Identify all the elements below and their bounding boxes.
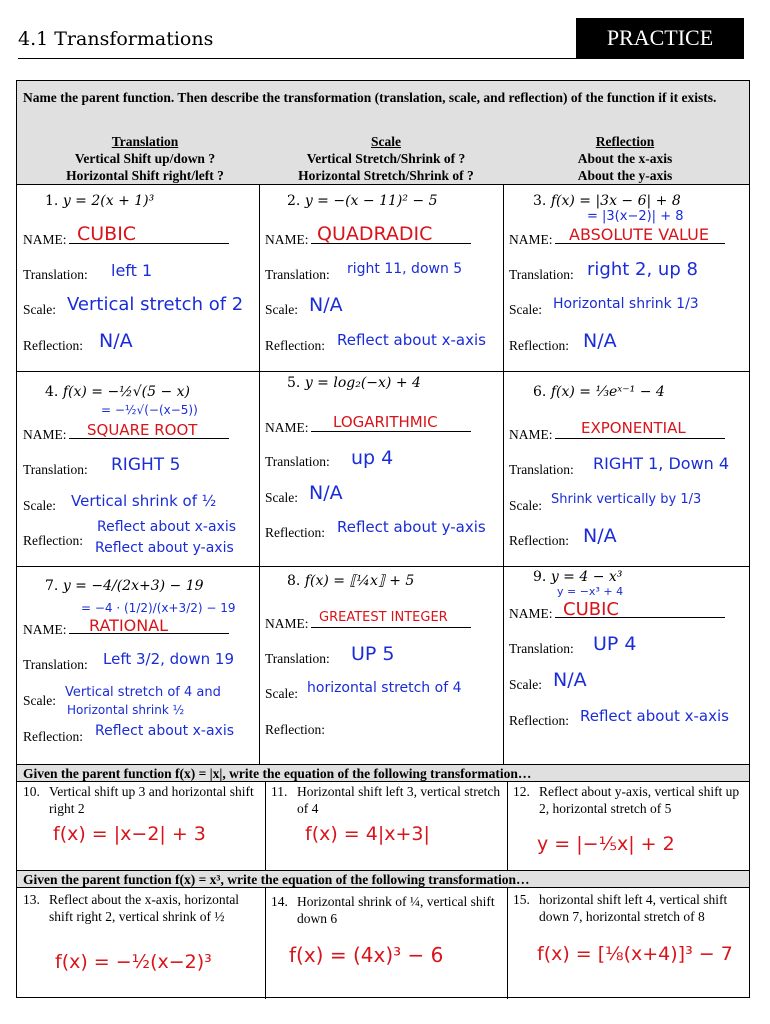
answer-translation: up 4 bbox=[351, 447, 394, 469]
section-heading-absolute: Given the parent function f(x) = |x|, write the equation of the following transformation… bbox=[17, 764, 749, 782]
answer-translation: Left 3/2, down 19 bbox=[103, 650, 234, 668]
answer-reflection: Reflect about x-axis bbox=[337, 331, 486, 349]
grid-line bbox=[259, 184, 260, 764]
answer-translation: RIGHT 5 bbox=[111, 455, 181, 475]
practice-badge: PRACTICE bbox=[576, 18, 744, 58]
answer-translation: left 1 bbox=[111, 261, 153, 280]
answer-reflection: Reflect about x-axis bbox=[97, 519, 237, 535]
answer-name: QUADRADIC bbox=[317, 223, 433, 245]
answer-reflection-2: Reflect about y-axis bbox=[95, 540, 234, 556]
answer-translation: right 11, down 5 bbox=[347, 261, 463, 277]
answer-name: CUBIC bbox=[563, 599, 619, 620]
answer-scale: Vertical shrink of ½ bbox=[71, 492, 217, 510]
grid-line bbox=[17, 371, 749, 372]
worksheet: Name the parent function. Then describe the transformation (translation, scale, and reflection) of the function if it exists. Translation Vertical Shift up/down ? Horizontal Shift right/left ? Scale Vertical Stretch/Shrink of ? Horizontal Stretch/Shrink of ? Reflection About the x-axis About the y-axis 1. y = 2(x + 1)³ NAME: CUBIC Translation: left 1 Scale: Vertical stretch of 2 Reflection: N/A 2. y = −(x − 11)² − 5 NAME: QUADRADIC Translation: right 11, down 5 Scale: N/A Reflection: Reflect about x-axis 3. f(x) = |3x − 6| + 8 = |3(x−2)| + 8 NAME: ABSOLUTE VALUE Translation: right 2, up 8 Scale: Horizontal shrink 1/3 Reflection: N/A 4. f(x) = −½√(5 − x) = −½√(−(x−5)) NAME: SQUARE ROOT Translation: RIGHT 5 Scale: Vertical shrink of ½ Reflection: Reflect about x-axis Reflect about y-axis 5. y = log₂(−x) + 4 NAME: LOGARITHMIC Translation: up 4 Scale: N/A Reflection: Reflect about y-axis 6. f(x) = ⅓eˣ⁻¹ − 4 NAME: EXPONENTIAL Translation: RIGHT 1, Down 4 Scale: Shrink vertically by 1/3 Reflection: N/A 7. y = −4/(2x+3) − 19 = −4 · (1/2)/(x+3/2) − 19 NAME: RATIONAL Translation: Left 3/2, down 19 Scale: Vertical stretch of 4 and Horizontal shrink ½ Reflection: Reflect about x-axis 8. f(x) = ⟦¼x⟧ + 5 NAME: GREATEST INTEGER Translation: UP 5 Scale: horizontal stretch of 4 Reflection: 9. y = 4 − x³ y = −x³ + 4 NAME: CUBIC Translation: UP 4 Scale: N/A Reflection: Reflect about x-axis Given the parent function f(x) = |x|, write the equation of the following transformation… 10. Vertical shift up 3 and horizontal shift right 2 f(x) = |x−2| + 3 11. Horizontal shift left 3, vertical stretch of 4 f(x) = 4|x+3| 12. Reflect about y-axis, vertical shift up 2, horizontal stretch of 5 y = |−⅕x| + 2 Given the parent function f(x) = x³, write the equation of the following transformation… 13. Reflect about the x-axis, horizontal shift right 2, vertical shrink of ½ f(x) = −½(x−2)³ 14. Horizontal shrink of ¼, vertical shift down 6 f(x) = (4x)³ − 6 15. horizontal shift left 4, vertical shift down 7, horizontal stretch of 8 f(x) = [⅛(x+4)]³ − 7 bbox=[16, 80, 750, 998]
answer-scale: Horizontal shrink 1/3 bbox=[553, 296, 699, 312]
answer-scale: Vertical stretch of 2 bbox=[67, 294, 244, 315]
answer: y = |−⅕x| + 2 bbox=[537, 833, 675, 855]
title-rule bbox=[18, 58, 744, 59]
instructions-text: Name the parent function. Then describe the transformation (translation, scale, and reflection) of the function if it exists. bbox=[23, 90, 717, 105]
answer-reflection: N/A bbox=[583, 525, 617, 547]
answer-name: SQUARE ROOT bbox=[87, 421, 198, 439]
work-step: = −½√(−(x−5)) bbox=[101, 403, 198, 417]
column-header-reflection: Reflection About the x-axis About the y-axis bbox=[577, 134, 673, 183]
answer-name: RATIONAL bbox=[89, 616, 169, 635]
answer-translation: UP 5 bbox=[351, 643, 395, 665]
answer-reflection: N/A bbox=[99, 330, 133, 352]
answer-name: EXPONENTIAL bbox=[581, 419, 686, 437]
name-label: NAME: bbox=[23, 231, 229, 248]
answer-scale-2: Horizontal shrink ½ bbox=[67, 703, 185, 717]
answer-translation: right 2, up 8 bbox=[587, 259, 698, 280]
answer-name: GREATEST INTEGER bbox=[319, 610, 448, 625]
answer-reflection: Reflect about x-axis bbox=[580, 707, 729, 725]
answer-translation: RIGHT 1, Down 4 bbox=[593, 454, 730, 473]
instructions-box bbox=[17, 81, 749, 185]
answer-reflection: Reflect about x-axis bbox=[95, 723, 235, 739]
work-step: y = −x³ + 4 bbox=[557, 585, 624, 598]
answer-scale: N/A bbox=[553, 669, 587, 691]
answer-name: ABSOLUTE VALUE bbox=[569, 225, 709, 244]
answer-scale: N/A bbox=[309, 294, 343, 316]
answer-reflection: Reflect about y-axis bbox=[337, 518, 486, 536]
column-header-scale: Scale Vertical Stretch/Shrink of ? Horizontal Stretch/Shrink of ? bbox=[298, 134, 474, 183]
answer: f(x) = (4x)³ − 6 bbox=[289, 943, 444, 967]
answer-name: LOGARITHMIC bbox=[333, 413, 438, 431]
column-header-translation: Translation Vertical Shift up/down ? Horizontal Shift right/left ? bbox=[66, 134, 224, 183]
answer: f(x) = [⅛(x+4)]³ − 7 bbox=[537, 943, 733, 965]
section-heading-cubic: Given the parent function f(x) = x³, write the equation of the following transformation… bbox=[17, 870, 749, 888]
answer-name: CUBIC bbox=[77, 223, 137, 245]
work-step: = −4 · (1/2)/(x+3/2) − 19 bbox=[81, 601, 236, 615]
grid-line bbox=[265, 888, 266, 999]
grid-line bbox=[507, 888, 508, 999]
grid-line bbox=[265, 782, 266, 870]
answer-scale: horizontal stretch of 4 bbox=[307, 680, 462, 696]
answer: f(x) = −½(x−2)³ bbox=[55, 951, 212, 973]
answer: f(x) = 4|x+3| bbox=[305, 823, 430, 845]
answer-scale: Shrink vertically by 1/3 bbox=[551, 492, 702, 507]
answer: f(x) = |x−2| + 3 bbox=[53, 823, 206, 845]
answer-scale: Vertical stretch of 4 and bbox=[65, 685, 221, 700]
grid-line bbox=[503, 184, 504, 764]
page-title: 4.1 Transformations bbox=[18, 28, 214, 50]
grid-line bbox=[507, 782, 508, 870]
work-step: = |3(x−2)| + 8 bbox=[587, 209, 684, 224]
answer-reflection: N/A bbox=[583, 330, 617, 352]
answer-scale: N/A bbox=[309, 482, 343, 504]
grid-line bbox=[17, 566, 749, 567]
answer-translation: UP 4 bbox=[593, 633, 637, 655]
